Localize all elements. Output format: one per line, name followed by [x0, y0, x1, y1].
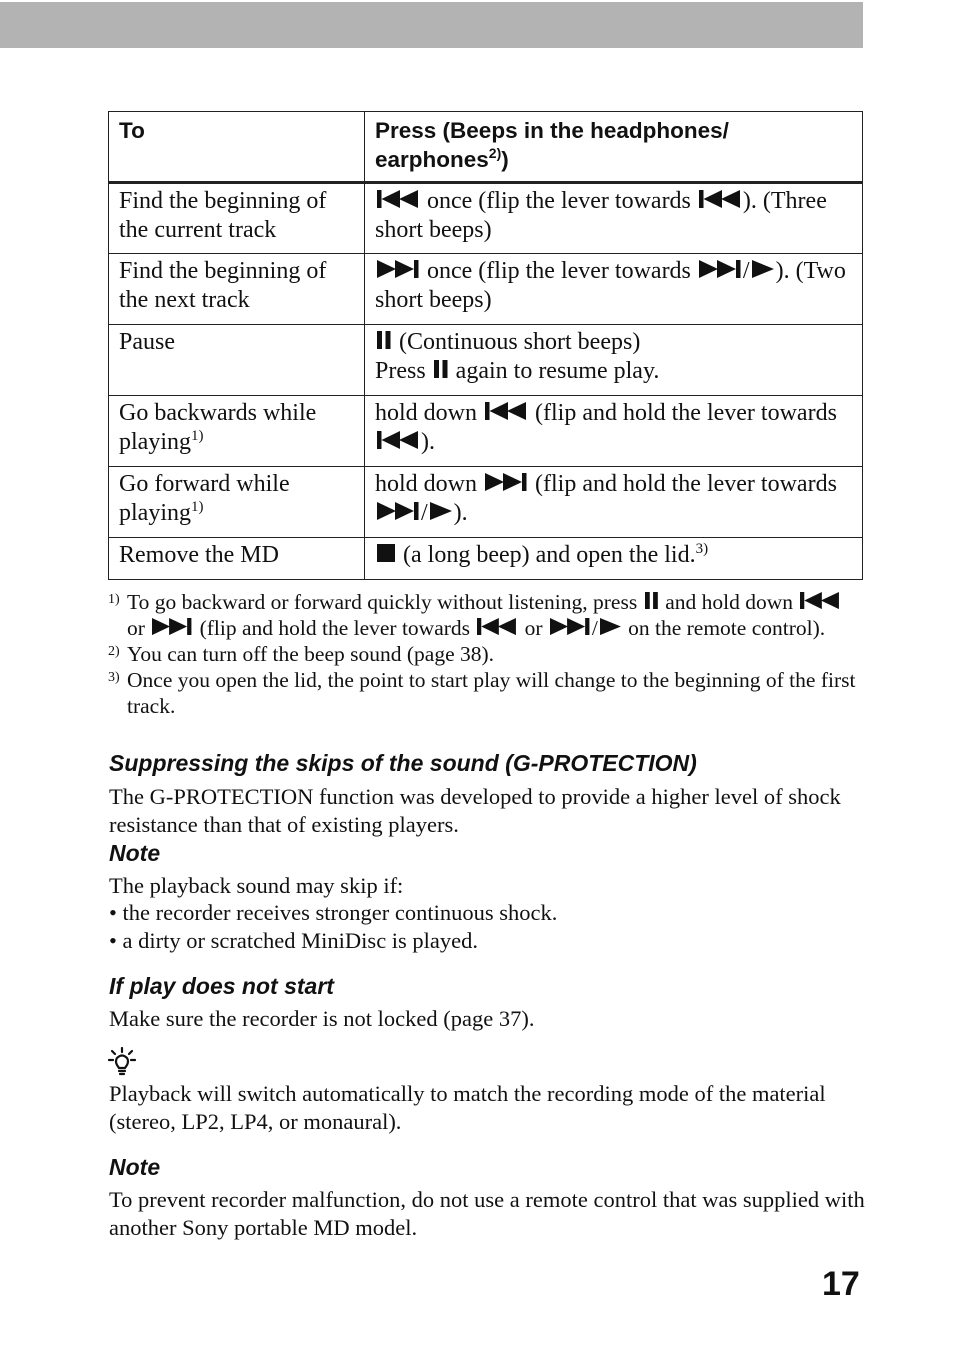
action-cell: Pause [109, 325, 365, 396]
prev-track-icon [377, 431, 419, 449]
text-run: / [591, 616, 598, 640]
press-cell [365, 396, 863, 467]
text-run: Press [375, 358, 432, 384]
note-heading: Note [109, 840, 161, 866]
next-track-icon [485, 473, 527, 491]
gprotection-heading: Suppressing the skips of the sound (G-PROTECTION) [109, 750, 697, 776]
next-track-icon [152, 618, 192, 635]
action-cell: Go backwards while playing$^{1)}$ [109, 396, 365, 467]
text-run: Once you open the lid, the point to start play will change to the beginning of the first track. [127, 668, 856, 718]
table-row [109, 467, 863, 538]
text-run: again to resume play. [449, 358, 660, 384]
header-bar [0, 2, 863, 48]
next-track-icon [699, 260, 741, 278]
table-header-press: Press (Beeps in the headphones/ earphones$^{2)}$) [365, 112, 863, 183]
footnote-ref: 3) [695, 541, 709, 557]
text-run: hold down [375, 400, 483, 426]
next-track-icon [550, 618, 590, 635]
pause-icon [645, 592, 658, 609]
note-bullet: • a dirty or scratched MiniDisc is played. [109, 928, 479, 953]
table-row [109, 396, 863, 467]
note-intro: The playback sound may skip if: [109, 873, 404, 898]
action-cell: Remove the MD [109, 538, 365, 580]
text-run: or [519, 616, 548, 640]
text-run: or [127, 616, 151, 640]
controls-table [108, 111, 863, 580]
text-run: ). (Three short beeps) [375, 188, 827, 243]
prev-track-icon [477, 618, 517, 635]
text-run: ). [453, 500, 468, 526]
gprotection-body: The G-PROTECTION function was developed to provide a higher level of shock resistance than that of existing players. [109, 784, 841, 837]
table-header-to: To [109, 112, 365, 183]
page-number: 17 [822, 1265, 860, 1303]
table-row [109, 183, 863, 254]
text-run: hold down [375, 471, 483, 497]
tip-body: Playback will switch automatically to match the recording mode of the material (stereo, LP2, LP4, or monaural). [109, 1081, 826, 1134]
table-row [109, 325, 863, 396]
text-run: To go backward or forward quickly without listening, press [127, 590, 643, 614]
action-cell: Find the beginning of the current track [109, 183, 365, 254]
text-run: You can turn off the beep sound (page 38). [127, 642, 495, 666]
footnote [108, 667, 863, 719]
pause-icon [377, 331, 391, 349]
text-run: (Continuous short beeps) [393, 329, 641, 355]
table-row [109, 254, 863, 325]
footnotes [108, 589, 863, 719]
text-run: on the remote control). [622, 616, 826, 640]
note-bullet: • the recorder receives stronger continuous shock. [109, 900, 558, 925]
press-cell [365, 538, 863, 580]
footnote [108, 641, 863, 667]
text-run: ). [421, 429, 435, 455]
no-play-body: Make sure the recorder is not locked (page 37). [109, 1006, 535, 1031]
no-play-heading: If play does not start [109, 973, 334, 999]
footnote-ref: 1) [191, 428, 204, 444]
text-run: (flip and hold the lever towards [194, 616, 476, 640]
table-header-row [109, 112, 863, 183]
prev-track-icon [377, 190, 419, 208]
text-run: ). (Two short beeps) [375, 258, 846, 313]
footnote-marker: 3) [108, 670, 120, 685]
footnote-marker: 2) [108, 644, 120, 659]
prev-track-icon [800, 592, 840, 609]
play-icon [600, 618, 621, 635]
stop-icon [377, 544, 395, 562]
footnote-marker: 1) [108, 592, 120, 607]
footnote-ref: 2) [488, 145, 502, 161]
lightbulb-icon [108, 1047, 136, 1082]
text-run: (flip and hold the lever towards [529, 471, 837, 497]
press-cell [365, 254, 863, 325]
prev-track-icon [485, 402, 527, 420]
text-run: (flip and hold the lever towards [529, 400, 837, 426]
next-track-icon [377, 502, 419, 520]
footnote-ref: 1) [191, 499, 204, 515]
note-body: To prevent recorder malfunction, do not use a remote control that was supplied with another Sony portable MD model. [109, 1187, 865, 1240]
action-cell: Find the beginning of the next track [109, 254, 365, 325]
play-icon [752, 260, 774, 278]
press-cell [365, 467, 863, 538]
text-run: once (flip the lever towards [421, 188, 697, 214]
pause-icon [434, 360, 448, 378]
table-row [109, 538, 863, 580]
play-icon [430, 502, 452, 520]
text-run: (a long beep) and open the lid. [397, 542, 696, 568]
text-run: and hold down [659, 590, 799, 614]
footnote [108, 589, 863, 641]
text-run: once (flip the lever towards [421, 258, 697, 284]
note-heading: Note [109, 1154, 161, 1180]
next-track-icon [377, 260, 419, 278]
action-cell: Go forward while playing$^{1)}$ [109, 467, 365, 538]
press-cell [365, 183, 863, 254]
text-run: / [742, 258, 750, 284]
press-cell [365, 325, 863, 396]
prev-track-icon [699, 190, 741, 208]
text-run: / [421, 500, 428, 526]
